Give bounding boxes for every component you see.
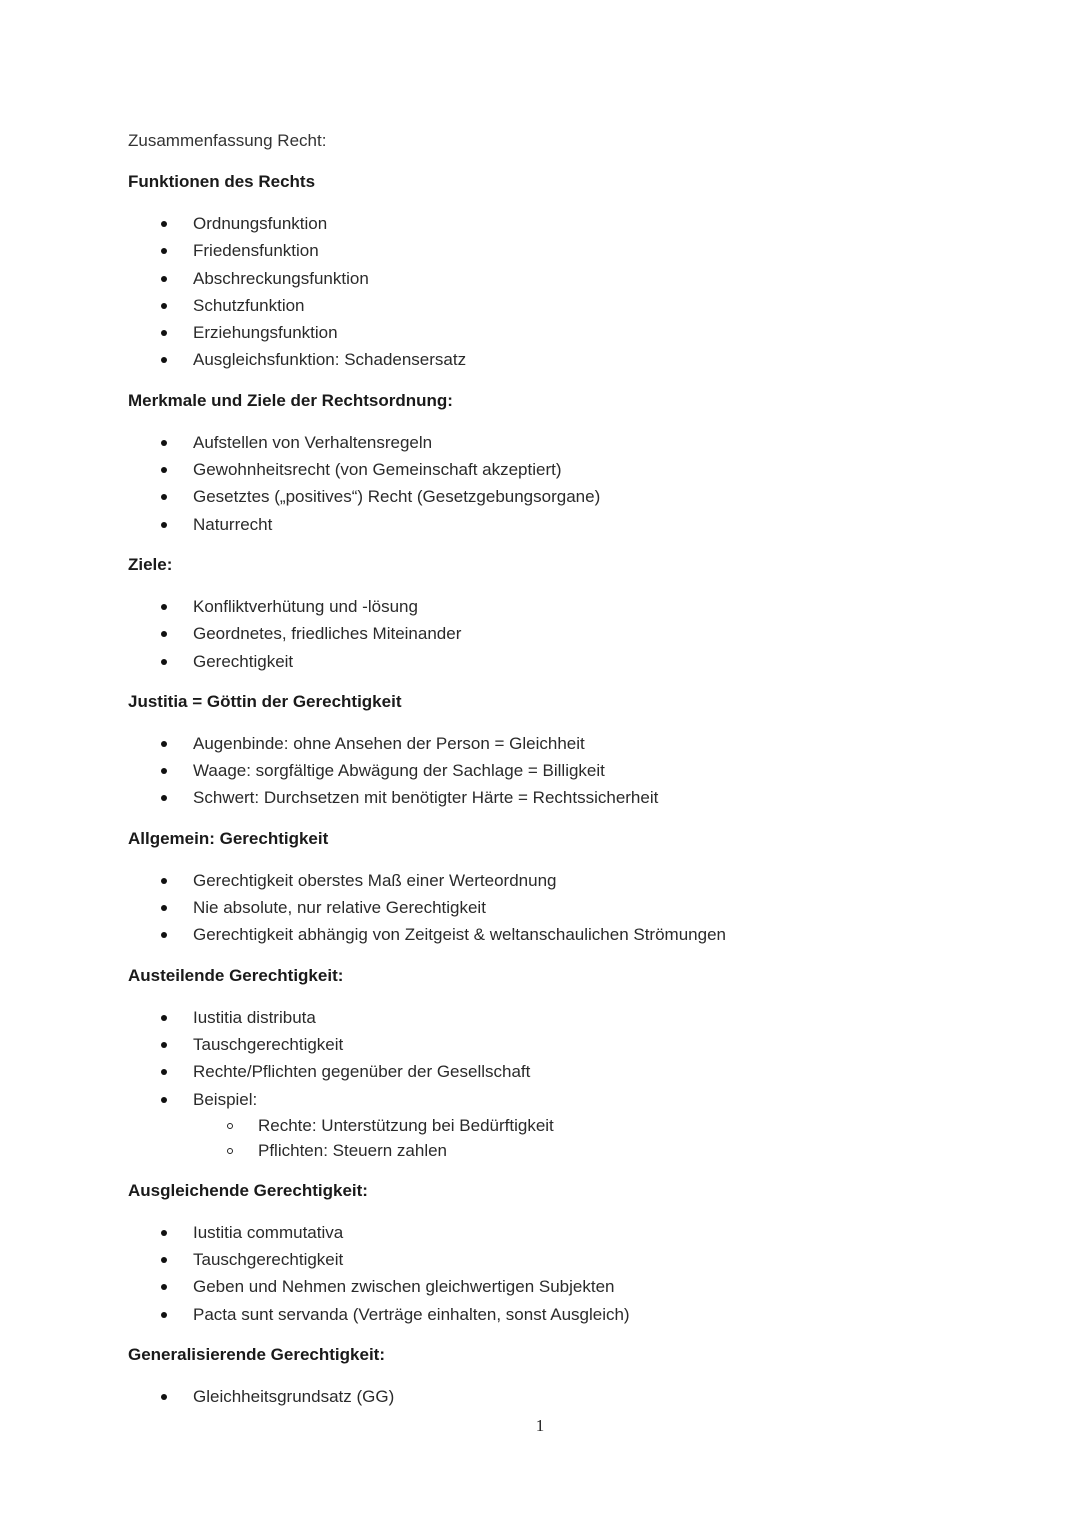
list-item bbox=[128, 620, 948, 647]
bullet-icon bbox=[161, 795, 167, 801]
bullet-icon bbox=[161, 768, 167, 774]
list-item-text: Naturrecht bbox=[193, 514, 273, 534]
sub-list-item-text: Rechte: Unterstützung bei Bedürftigkeit bbox=[258, 1115, 554, 1135]
bullet-icon bbox=[161, 248, 167, 254]
bullet-list bbox=[128, 1004, 948, 1164]
list-item bbox=[128, 1246, 948, 1273]
section bbox=[128, 169, 948, 374]
section-heading: Funktionen des Rechts bbox=[128, 172, 316, 191]
list-item bbox=[128, 1086, 948, 1164]
bullet-icon bbox=[161, 604, 167, 610]
list-item-text: Tauschgerechtigkeit bbox=[193, 1034, 344, 1054]
list-item-text: Gerechtigkeit oberstes Maß einer Werteordnung bbox=[193, 870, 557, 890]
list-item bbox=[128, 757, 948, 784]
list-item-text: Gerechtigkeit abhängig von Zeitgeist & weltanschaulichen Strömungen bbox=[193, 925, 726, 945]
bullet-icon bbox=[161, 1015, 167, 1021]
bullet-icon bbox=[161, 1230, 167, 1236]
bullet-icon bbox=[161, 659, 167, 665]
list-item bbox=[128, 921, 948, 948]
list-item-text: Ausgleichsfunktion: Schadensersatz bbox=[193, 350, 467, 370]
bullet-icon bbox=[161, 467, 167, 473]
section bbox=[128, 1342, 948, 1410]
bullet-list bbox=[128, 593, 948, 675]
document-title: Zusammenfassung Recht: bbox=[128, 131, 327, 150]
list-item bbox=[128, 346, 948, 373]
list-item bbox=[128, 648, 948, 675]
list-item-text: Ordnungsfunktion bbox=[193, 214, 328, 233]
list-item-text: Waage: sorgfältige Abwägung der Sachlage = Billigkeit bbox=[193, 761, 605, 781]
section-heading: Justitia = Göttin der Gerechtigkeit bbox=[128, 691, 402, 711]
section bbox=[128, 388, 948, 538]
list-item bbox=[128, 1058, 948, 1085]
sub-list-item bbox=[193, 1138, 948, 1164]
list-item bbox=[128, 429, 948, 456]
list-item-text: Gerechtigkeit bbox=[193, 651, 294, 671]
section-heading: Austeilende Gerechtigkeit: bbox=[128, 965, 344, 985]
list-item bbox=[128, 265, 948, 292]
section-heading: Ausgleichende Gerechtigkeit: bbox=[128, 1180, 368, 1200]
bullet-list bbox=[128, 730, 948, 812]
list-item-text: Gleichheitsgrundsatz (GG) bbox=[193, 1387, 395, 1407]
list-item bbox=[128, 292, 948, 319]
bullet-icon bbox=[161, 522, 167, 528]
section-heading: Allgemein: Gerechtigkeit bbox=[128, 828, 329, 848]
list-item bbox=[128, 730, 948, 757]
bullet-icon bbox=[161, 276, 167, 282]
list-item bbox=[128, 210, 948, 237]
list-item-text: Geben und Nehmen zwischen gleichwertigen Subjekten bbox=[193, 1277, 615, 1297]
list-item bbox=[128, 237, 948, 264]
list-item-text: Schutzfunktion bbox=[193, 295, 305, 315]
section bbox=[128, 552, 948, 675]
list-item bbox=[128, 1301, 948, 1328]
bullet-icon bbox=[161, 440, 167, 446]
list-item-text: Gesetztes („positives“) Recht (Gesetzgebungsorgane) bbox=[193, 487, 601, 507]
list-item-text: Tauschgerechtigkeit bbox=[193, 1250, 344, 1270]
list-item bbox=[128, 1383, 948, 1410]
page-number: 1 bbox=[535, 1416, 545, 1435]
section bbox=[128, 1178, 948, 1328]
list-item-text: Friedensfunktion bbox=[193, 241, 319, 261]
list-item-text: Nie absolute, nur relative Gerechtigkeit bbox=[193, 898, 486, 918]
bullet-list bbox=[128, 429, 948, 538]
bullet-icon bbox=[161, 494, 167, 500]
list-item bbox=[128, 1273, 948, 1300]
bullet-list bbox=[128, 1383, 948, 1410]
document-page bbox=[128, 128, 948, 1424]
sub-list bbox=[193, 1113, 948, 1164]
list-item-text: Iustitia commutativa bbox=[193, 1222, 344, 1242]
bullet-icon bbox=[161, 357, 167, 363]
bullet-icon bbox=[161, 631, 167, 637]
list-item-text: Beispiel: bbox=[193, 1089, 258, 1109]
section bbox=[128, 689, 948, 812]
list-item bbox=[128, 319, 948, 346]
section-heading: Generalisierende Gerechtigkeit: bbox=[128, 1345, 385, 1365]
bullet-icon bbox=[161, 905, 167, 911]
list-item bbox=[128, 483, 948, 510]
sub-list-item-text: Pflichten: Steuern zahlen bbox=[258, 1141, 448, 1161]
list-item-text: Aufstellen von Verhaltensregeln bbox=[193, 432, 433, 452]
list-item-text: Gewohnheitsrecht (von Gemeinschaft akzeptiert) bbox=[193, 460, 562, 480]
section bbox=[128, 963, 948, 1164]
bullet-icon bbox=[161, 1284, 167, 1290]
list-item-text: Geordnetes, friedliches Miteinander bbox=[193, 624, 462, 644]
list-item-text: Iustitia distributa bbox=[193, 1007, 316, 1027]
bullet-icon bbox=[161, 221, 167, 227]
list-item bbox=[128, 511, 948, 538]
bullet-icon bbox=[161, 932, 167, 938]
section-heading: Merkmale und Ziele der Rechtsordnung: bbox=[128, 390, 453, 410]
list-item bbox=[128, 784, 948, 811]
circle-bullet-icon bbox=[227, 1123, 233, 1129]
sub-list-item bbox=[193, 1113, 948, 1139]
bullet-list bbox=[128, 867, 948, 949]
bullet-icon bbox=[161, 878, 167, 884]
bullet-icon bbox=[161, 1042, 167, 1048]
bullet-icon bbox=[161, 1312, 167, 1318]
list-item bbox=[128, 867, 948, 894]
list-item bbox=[128, 593, 948, 620]
bullet-icon bbox=[161, 1257, 167, 1263]
list-item bbox=[128, 456, 948, 483]
list-item bbox=[128, 894, 948, 921]
list-item bbox=[128, 1219, 948, 1246]
bullet-icon bbox=[161, 303, 167, 309]
circle-bullet-icon bbox=[227, 1148, 233, 1154]
section bbox=[128, 826, 948, 949]
list-item-text: Augenbinde: ohne Ansehen der Person = Gleichheit bbox=[193, 733, 585, 753]
bullet-icon bbox=[161, 330, 167, 336]
list-item bbox=[128, 1031, 948, 1058]
list-item-text: Schwert: Durchsetzen mit benötigter Härte = Rechtssicherheit bbox=[193, 788, 659, 808]
list-item-text: Konfliktverhütung und -lösung bbox=[193, 596, 418, 616]
list-item-text: Erziehungsfunktion bbox=[193, 323, 338, 343]
list-item-text: Pacta sunt servanda (Verträge einhalten, sonst Ausgleich) bbox=[193, 1304, 630, 1324]
bullet-icon bbox=[161, 1069, 167, 1075]
list-item-text: Rechte/Pflichten gegenüber der Gesellschaft bbox=[193, 1062, 531, 1082]
bullet-icon bbox=[161, 1394, 167, 1400]
bullet-list bbox=[128, 1219, 948, 1328]
list-item-text: Abschreckungsfunktion bbox=[193, 268, 369, 288]
document-sections bbox=[128, 169, 948, 1410]
section-heading: Ziele: bbox=[128, 554, 173, 574]
bullet-icon bbox=[161, 741, 167, 747]
bullet-list bbox=[128, 210, 948, 374]
list-item bbox=[128, 1004, 948, 1031]
bullet-icon bbox=[161, 1097, 167, 1103]
